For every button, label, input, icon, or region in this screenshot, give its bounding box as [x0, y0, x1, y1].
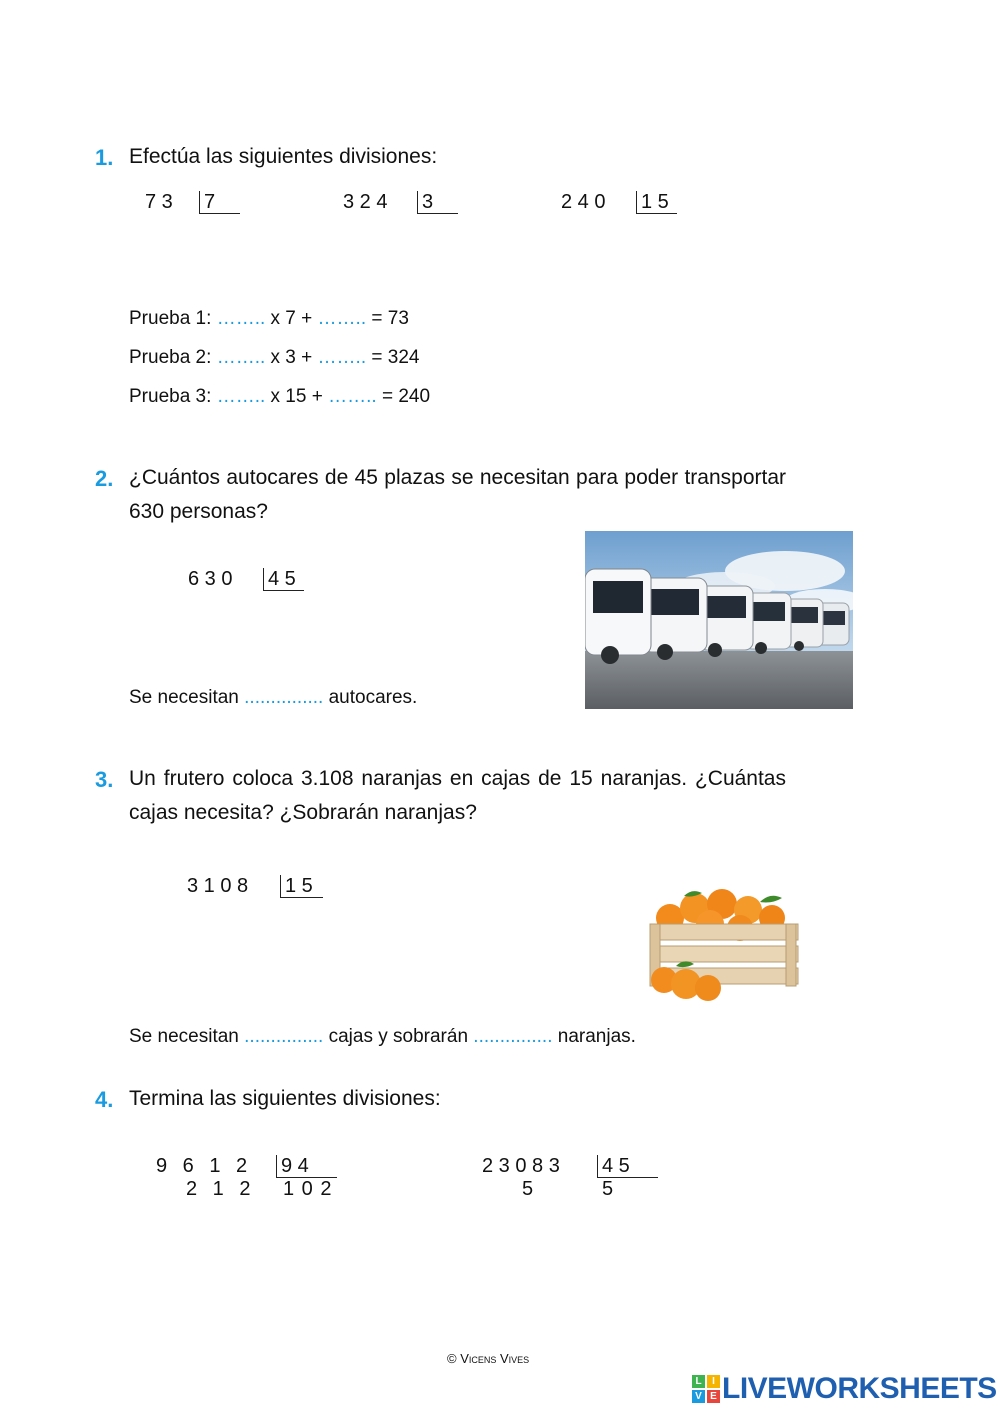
- answer-suffix: naranjas.: [557, 1026, 636, 1047]
- buses-photo: [585, 531, 853, 709]
- q4-number: 4.: [95, 1087, 114, 1112]
- q3-text: Un frutero coloca 3.108 naranjas en cajas de 15 naranjas. ¿Cuántas cajas necesita? ¿Sobrarán naranjas?: [129, 767, 786, 824]
- proof-mid: x 15 +: [270, 386, 323, 407]
- q1-div1-divisor: 7: [199, 191, 240, 214]
- oranges-photo: [640, 888, 800, 1006]
- q1-div2-divisor: 3: [417, 191, 458, 214]
- answer-blank[interactable]: ...............: [244, 687, 324, 708]
- q1-number: 1.: [95, 145, 114, 170]
- proof-label: Prueba 2:: [129, 347, 212, 368]
- proof-result: = 240: [381, 386, 431, 407]
- answer-suffix: autocares.: [328, 687, 418, 708]
- q4-div2-quotient: 5: [602, 1178, 614, 1200]
- answer-prefix: Se necesitan: [129, 687, 239, 708]
- q4-div1-divisor: 9 4: [276, 1155, 337, 1178]
- copyright: © Vicens Vives: [447, 1351, 530, 1366]
- proof-label: Prueba 3:: [129, 386, 212, 407]
- proof-label: Prueba 1:: [129, 308, 212, 329]
- logo-letter: I: [707, 1375, 720, 1388]
- liveworksheets-brand: LIVEWORKSHEETS: [722, 1372, 997, 1405]
- q4-div2-remainder: 5: [522, 1178, 534, 1200]
- proof-mid: x 7 +: [270, 308, 313, 329]
- q4-text: Termina las siguientes divisiones:: [129, 1087, 441, 1110]
- buses-illustration: [585, 531, 853, 709]
- proof-result: = 73: [371, 308, 409, 329]
- logo-letter: V: [692, 1390, 705, 1403]
- q1-div1-dividend: 7 3: [145, 191, 173, 213]
- q3-answer: [129, 1026, 636, 1048]
- q4-div1-remainder: 2 1 2: [186, 1178, 253, 1200]
- proof-blank[interactable]: ……..: [216, 308, 266, 329]
- proof-blank[interactable]: ……..: [317, 347, 367, 368]
- oranges-crate-illustration: [640, 888, 800, 1006]
- q1-div3-dividend: 2 4 0: [561, 191, 606, 213]
- q2-dividend: 6 3 0: [188, 568, 233, 590]
- q1-div3-divisor: 1 5: [636, 191, 677, 214]
- liveworksheets-logo-icon: [692, 1375, 720, 1403]
- proof-blank[interactable]: ……..: [216, 347, 266, 368]
- answer-prefix: Se necesitan: [129, 1026, 239, 1047]
- q1-proof-2: [129, 347, 419, 369]
- q4-div1-quotient: 1 0 2: [283, 1178, 333, 1200]
- q2-divisor: 4 5: [263, 568, 304, 591]
- answer-blank-1[interactable]: ...............: [244, 1026, 324, 1047]
- proof-blank[interactable]: ……..: [216, 386, 266, 407]
- q1-proof-3: [129, 386, 430, 408]
- q1-proof-1: [129, 308, 409, 330]
- q1-text: Efectúa las siguientes divisiones:: [129, 145, 438, 168]
- q3-dividend: 3 1 0 8: [187, 875, 249, 897]
- answer-blank-2[interactable]: ...............: [473, 1026, 553, 1047]
- q4-div2-divisor: 4 5: [597, 1155, 658, 1178]
- q2-answer: [129, 687, 417, 709]
- logo-letter: E: [707, 1390, 720, 1403]
- proof-blank[interactable]: ……..: [328, 386, 377, 407]
- answer-mid: cajas y sobrarán: [328, 1026, 469, 1047]
- proof-result: = 324: [371, 347, 420, 368]
- q2-number: 2.: [95, 466, 114, 491]
- q3-number: 3.: [95, 767, 114, 792]
- q4-div2-dividend: 2 3 0 8 3: [482, 1155, 560, 1177]
- logo-letter: L: [692, 1375, 705, 1388]
- q2-text: ¿Cuántos autocares de 45 plazas se necesitan para poder transportar 630 personas?: [129, 466, 786, 523]
- q4-div1-dividend: 9 6 1 2: [156, 1155, 250, 1177]
- proof-mid: x 3 +: [270, 347, 313, 368]
- q1-div2-dividend: 3 2 4: [343, 191, 388, 213]
- proof-blank[interactable]: ……..: [317, 308, 367, 329]
- q3-divisor: 1 5: [280, 875, 323, 898]
